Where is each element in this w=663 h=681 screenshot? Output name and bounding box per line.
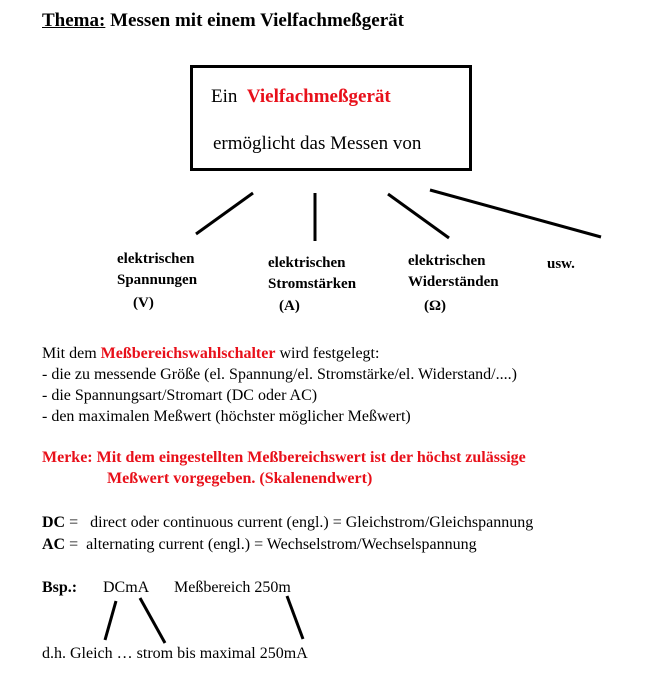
connector-etc <box>430 190 601 237</box>
connector-voltage <box>196 193 253 234</box>
abbr-ac <box>42 534 477 555</box>
category-resistance-symbol: (Ω) <box>424 298 447 314</box>
connector-d <box>105 601 116 640</box>
category-voltage-symbol: (V) <box>133 295 154 311</box>
connector-c <box>140 598 165 643</box>
abbr-dc-sep: = <box>69 514 79 531</box>
connector-250 <box>287 596 303 639</box>
box-line-2: ermöglicht das Messen von <box>213 133 422 154</box>
merke-line-1: Merke: Mit dem eingestellten Meßbereichswert ist der höchst zulässige <box>42 449 526 466</box>
merke-line-2: Meßwert vorgegeben. (Skalenendwert) <box>107 470 373 487</box>
switch-section <box>42 343 517 427</box>
category-voltage <box>117 249 197 291</box>
example-range: Meßbereich 250m <box>174 579 291 596</box>
page-title <box>42 10 404 32</box>
abbr-ac-sep: = <box>69 536 79 553</box>
box-line1-prefix: Ein <box>211 86 238 107</box>
switch-intro <box>42 343 517 364</box>
abbr-dc <box>42 512 533 533</box>
category-current <box>268 253 356 295</box>
example-explanation: d.h. Gleich … strom bis maximal 250mA <box>42 645 308 662</box>
category-current-symbol: (A) <box>279 298 300 314</box>
category-resistance-line1: elektrischen <box>408 253 486 269</box>
switch-item-2: - die Spannungsart/Stromart (DC oder AC) <box>42 387 318 404</box>
abbr-ac-term: AC <box>42 536 66 553</box>
title-text: Messen mit einem Vielfachmeßgerät <box>110 10 404 31</box>
abbr-ac-text: alternating current (engl.) = Wechselstrom/Wechselspannung <box>86 536 477 553</box>
switch-intro-suffix: wird festgelegt: <box>279 345 380 362</box>
category-resistance <box>408 251 499 293</box>
switch-item-3: - den maximalen Meßwert (höchster möglicher Meßwert) <box>42 408 411 425</box>
example-label: Bsp.: <box>42 579 78 596</box>
category-voltage-line1: elektrischen <box>117 251 195 267</box>
category-current-line2: Stromstärken <box>268 276 357 292</box>
box-line-1 <box>211 86 391 108</box>
definition-box <box>190 65 472 171</box>
example-code: DCmA <box>103 579 150 596</box>
box-highlight: Vielfachmeßgerät <box>246 86 391 107</box>
title-label: Thema: <box>42 10 106 31</box>
category-etc: usw. <box>547 256 575 272</box>
switch-item-1: - die zu messende Größe (el. Spannung/el. Stromstärke/el. Widerstand/....) <box>42 366 517 383</box>
switch-highlight: Meßbereichswahlschalter <box>100 345 276 362</box>
abbr-dc-text: direct oder continuous current (engl.) = Gleichstrom/Gleichspannung <box>90 514 534 531</box>
category-resistance-line2: Widerständen <box>408 274 499 290</box>
category-current-line1: elektrischen <box>268 255 346 271</box>
connector-resistance <box>388 194 449 238</box>
abbr-dc-term: DC <box>42 514 66 531</box>
switch-intro-prefix: Mit dem <box>42 345 97 362</box>
category-voltage-line2: Spannungen <box>117 272 198 288</box>
